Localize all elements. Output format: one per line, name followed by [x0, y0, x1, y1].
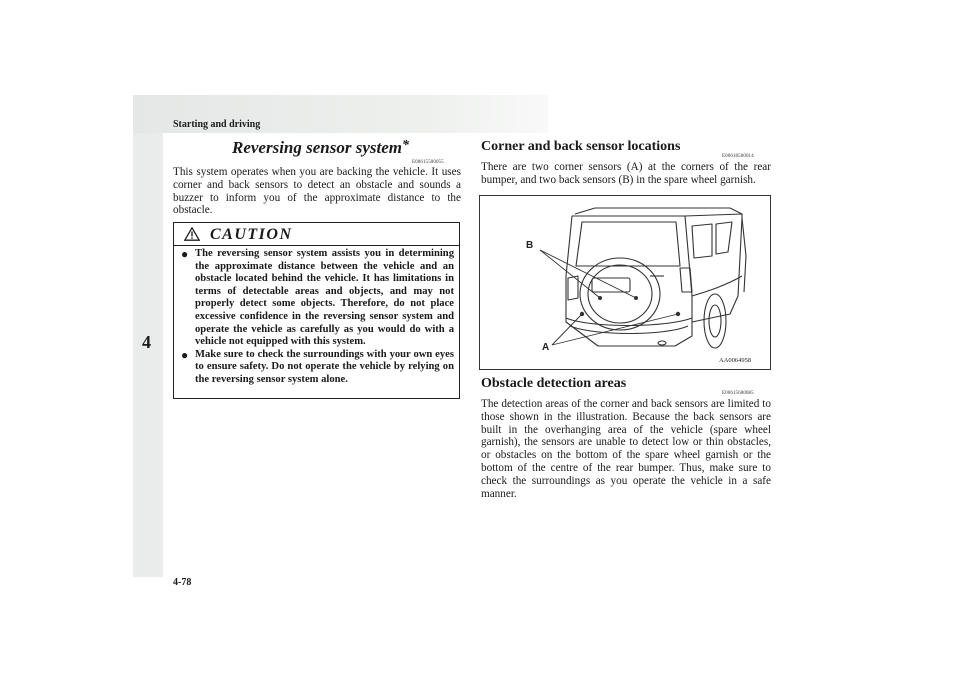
- optional-marker: *: [402, 138, 409, 153]
- bullet-icon: ●: [181, 247, 189, 261]
- title-code: E00615500055: [412, 160, 444, 165]
- caution-item-text: The reversing sensor system assists you in determining the approximate distance between the vehicle and an obstacle located behind the vehicle. It has limitations in terms of detectable areas and objects, and may not properly detect some objects. Therefore, do not place excessive confidence in the reversing sensor system and operate the vehicle as carefully as you would do with a vehicle not equipped with this system.: [195, 248, 454, 348]
- caution-list: [181, 248, 454, 387]
- chapter-number: 4: [142, 332, 151, 352]
- warning-triangle-icon: [184, 227, 200, 241]
- detection-areas-code: E00615600085: [722, 391, 754, 396]
- label-b: B: [526, 240, 534, 251]
- caution-heading: CAUTION: [210, 226, 293, 243]
- page-title-text: Reversing sensor system: [232, 138, 402, 157]
- caution-item: [181, 248, 454, 349]
- caution-header: [174, 223, 459, 246]
- intro-paragraph: This system operates when you are backing the vehicle. It uses corner and back sensors to detect an obstacle and sounds a buzzer to inform you of the approximate distance to the obstacle.: [173, 166, 461, 217]
- page-title: [232, 138, 409, 158]
- detection-areas-paragraph: The detection areas of the corner and back sensors are limited to those shown in the illustration. Because the back sensors are built in the overhanging area of the vehicle (spare wheel garnish), the sensors are unable to detect low or thin obstacles, or obstacles on the bottom of the spare wheel garnish or the bottom of the centre of the rear bumper. Thus, make sure to check the surroundings as you operate the vehicle in a safe manner.: [481, 398, 771, 500]
- figure-code: AA0064958: [719, 357, 752, 364]
- sensor-locations-code: E00618500014: [722, 154, 754, 159]
- sensor-locations-paragraph: There are two corner sensors (A) at the corners of the rear bumper, and two back sensors (B) in the spare wheel garnish.: [481, 161, 771, 186]
- caution-box: [173, 222, 460, 399]
- vehicle-rear-illustration: [479, 195, 771, 370]
- detection-areas-title: Obstacle detection areas: [481, 376, 627, 391]
- caution-item-text: Make sure to check the surroundings with your own eyes to ensure safety. Do not operate the vehicle by relying on the reversing sensor system alone.: [195, 348, 454, 385]
- section-header: Starting and driving: [173, 119, 261, 130]
- bullet-icon: ●: [181, 347, 189, 362]
- chapter-tab: [133, 133, 163, 577]
- page-number: 4-78: [173, 577, 192, 588]
- vehicle-rear-drawing: [480, 196, 770, 369]
- label-a: A: [542, 342, 550, 353]
- sensor-locations-title: Corner and back sensor locations: [481, 139, 681, 154]
- caution-item: [181, 349, 454, 387]
